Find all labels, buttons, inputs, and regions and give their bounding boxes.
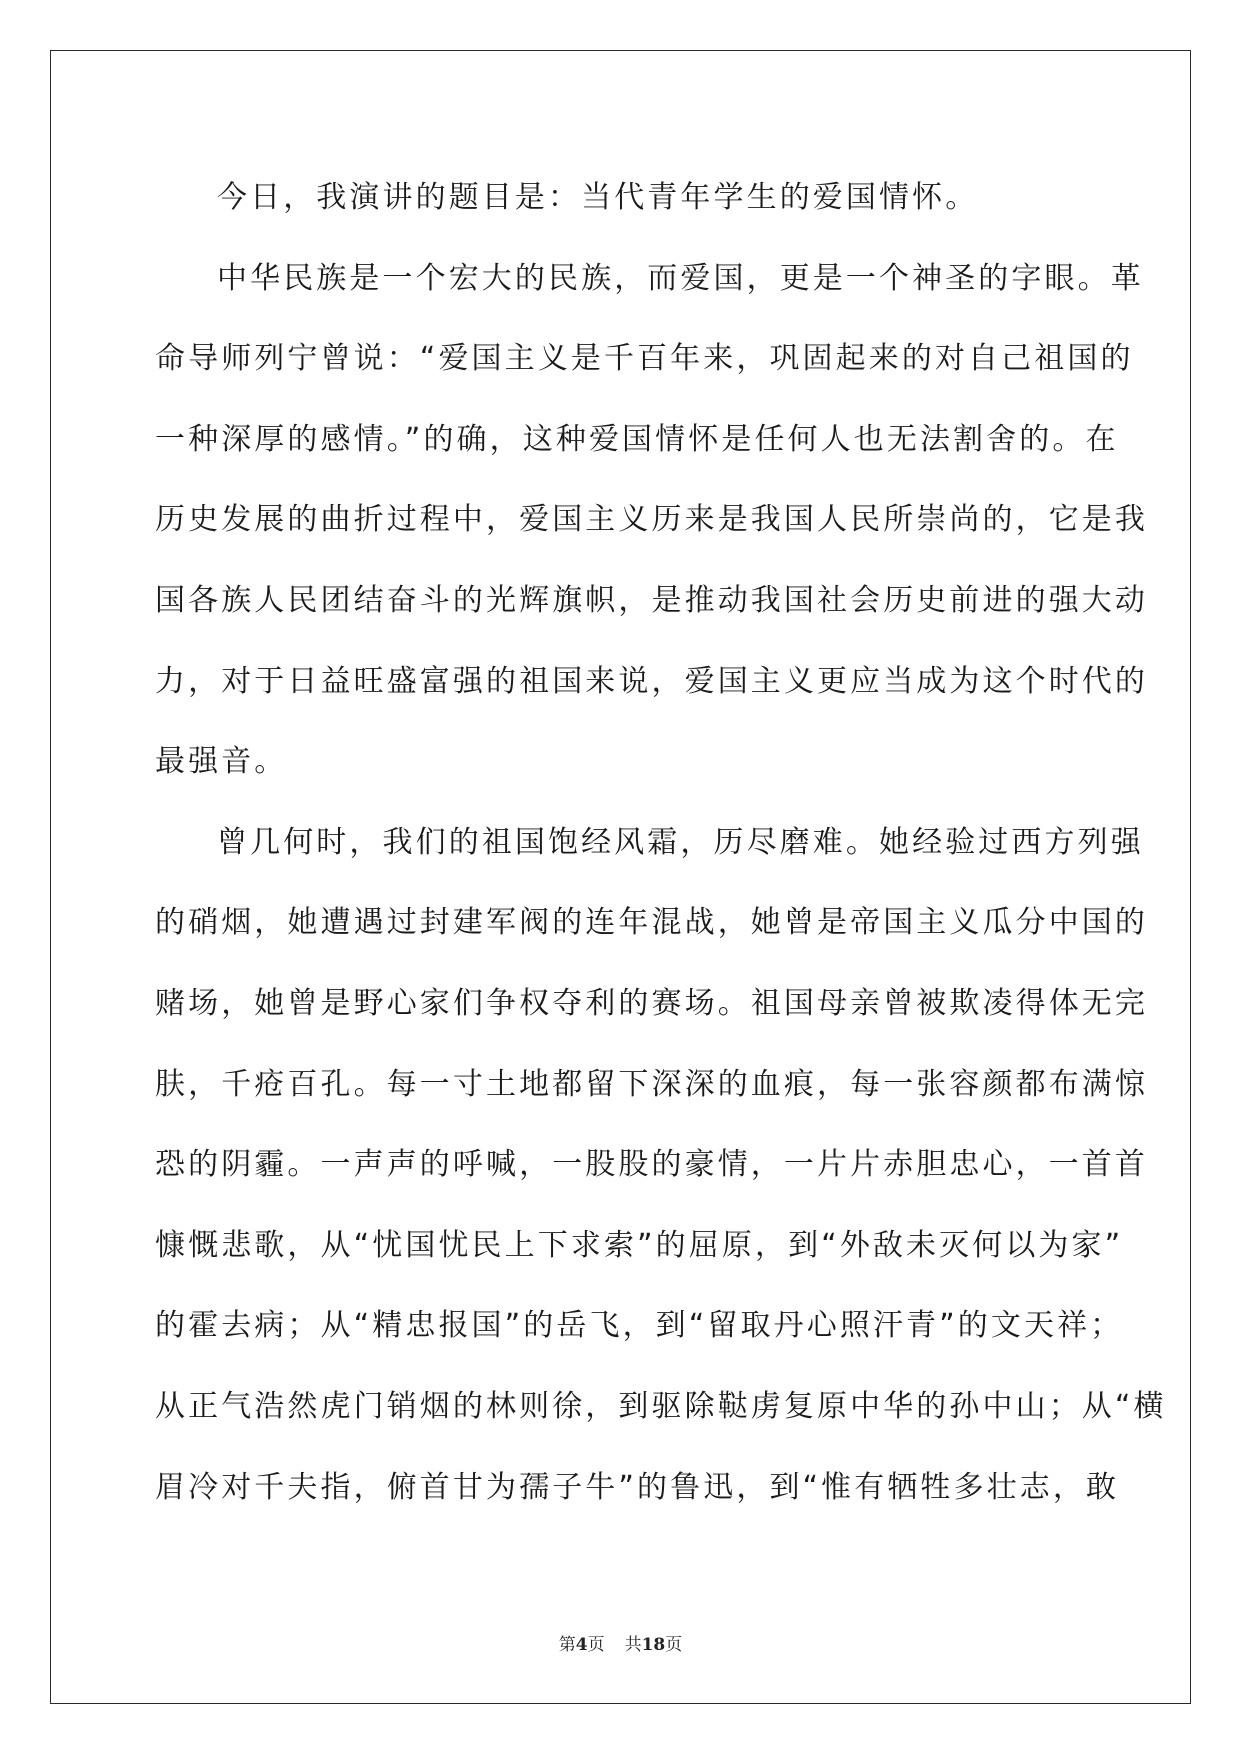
text-line: 肤，千疮百孔。每一寸土地都留下深深的血痕，每一张容颜都布满惊 bbox=[155, 1066, 1148, 1102]
total-suffix: 页 bbox=[665, 1635, 683, 1655]
text-line: 的霍去病；从“精忠报国”的岳飞，到“留取丹心照汗青”的文天祥； bbox=[155, 1308, 1124, 1344]
total-prefix: 共 bbox=[624, 1635, 642, 1655]
text-line: 的硝烟，她遭遇过封建军阀的连年混战，她曾是帝国主义瓜分中国的 bbox=[155, 905, 1148, 941]
text-line: 命导师列宁曾说：“爱国主义是千百年来，巩固起来的对自己祖国的 bbox=[155, 341, 1134, 377]
text-line: 曾几何时，我们的祖国饱经风霜，历尽磨难。她经验过西方列强 bbox=[217, 824, 1144, 860]
text-line: 恐的阴霾。一声声的呼喊，一股股的豪情，一片片赤胆忠心，一首首 bbox=[155, 1147, 1148, 1183]
current-page-number: 4 bbox=[575, 1635, 588, 1655]
text-line: 赌场，她曾是野心家们争权夺利的赛场。祖国母亲曾被欺凌得体无完 bbox=[155, 985, 1148, 1021]
text-line: 最强音。 bbox=[155, 744, 288, 780]
text-line: 中华民族是一个宏大的民族，而爱国，更是一个神圣的字眼。革 bbox=[217, 260, 1144, 296]
page-suffix: 页 bbox=[587, 1635, 605, 1655]
text-line: 从正气浩然虎门销烟的林则徐，到驱除鞑虏复原中华的孙中山；从“横 bbox=[155, 1388, 1167, 1424]
text-line: 今日，我演讲的题目是：当代青年学生的爱国情怀。 bbox=[217, 180, 979, 215]
total-page-number: 18 bbox=[641, 1635, 666, 1655]
text-line: 一种深厚的感情。”的确，这种爱国情怀是任何人也无法割舍的。在 bbox=[155, 421, 1119, 457]
text-line: 慷慨悲歌，从“忧国忧民上下求索”的屈原，到“外敌未灭何以为家” bbox=[155, 1227, 1124, 1263]
document-body bbox=[155, 158, 1167, 1528]
text-line: 国各族人民团结奋斗的光辉旗帜，是推动我国社会历史前进的强大动 bbox=[155, 582, 1148, 618]
text-line: 眉冷对千夫指，俯首甘为孺子牛”的鲁迅，到“惟有牺牲多壮志，敢 bbox=[155, 1469, 1120, 1505]
text-line: 历史发展的曲折过程中，爱国主义历来是我国人民所崇尚的，它是我 bbox=[155, 502, 1148, 538]
page-prefix: 第 bbox=[558, 1635, 576, 1655]
page-footer bbox=[0, 1630, 1241, 1655]
text-line: 力，对于日益旺盛富强的祖国来说，爱国主义更应当成为这个时代的 bbox=[155, 663, 1148, 699]
